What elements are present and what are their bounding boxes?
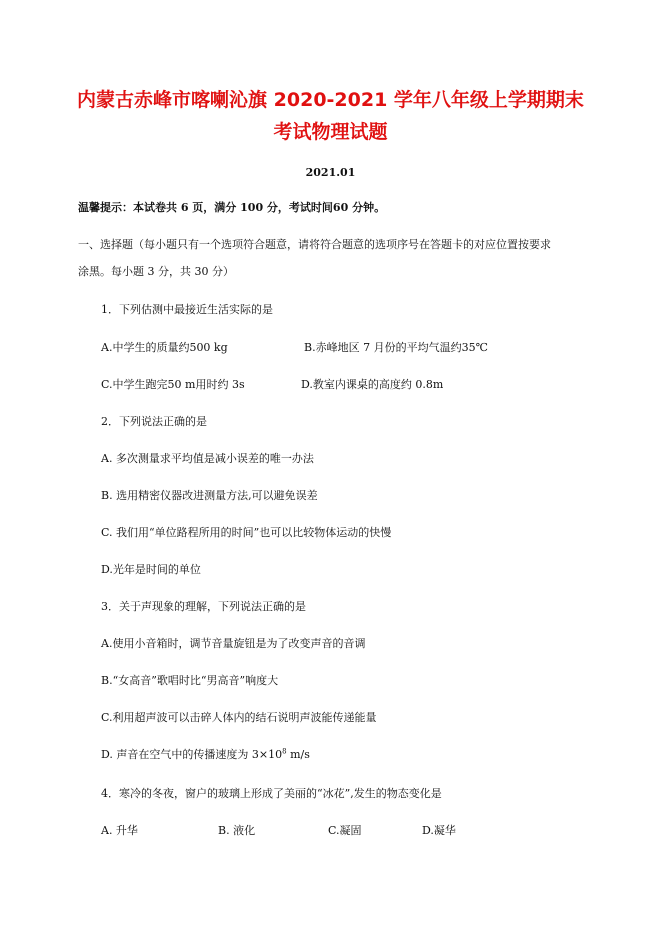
title-line-1: 内蒙古赤峰市喀喇沁旗 2020-2021 学年八年级上学期期末 <box>77 89 584 111</box>
question-3-option-d-unit: m/s <box>286 748 310 761</box>
question-2-option-b: B. 选用精密仪器改进测量方法,可以避免误差 <box>101 489 318 502</box>
title-line-2: 考试物理试题 <box>273 121 388 143</box>
question-4-option-b: B. 液化 <box>218 824 256 837</box>
exam-date: 2021.01 <box>305 166 356 179</box>
question-3-option-d-text: D. 声音在空气中的传播速度为 3×10 <box>101 748 283 761</box>
question-3-option-d <box>101 747 310 763</box>
question-4-option-c: C.凝固 <box>328 824 362 837</box>
question-2-stem: 2．下列说法正确的是 <box>101 415 207 428</box>
question-4-option-d: D.凝华 <box>422 824 456 837</box>
question-4-option-a: A. 升华 <box>101 824 138 837</box>
question-2-option-d: D.光年是时间的单位 <box>101 563 201 576</box>
question-3-option-c: C.利用超声波可以击碎人体内的结石说明声波能传递能量 <box>101 711 377 724</box>
question-1-option-c: C.中学生跑完50 m用时约 3s <box>101 378 245 391</box>
question-1-option-a: A.中学生的质量约500 kg <box>101 341 228 354</box>
question-2-option-a: A. 多次测量求平均值是减小误差的唯一办法 <box>101 452 314 465</box>
section-heading-line-2: 涂黑。每小题 3 分，共 30 分） <box>78 265 234 278</box>
question-1-stem: 1．下列估测中最接近生活实际的是 <box>101 303 273 316</box>
question-3-stem: 3．关于声现象的理解，下列说法正确的是 <box>101 600 306 613</box>
section-heading-line-1: 一、选择题（每小题只有一个选项符合题意，请将符合题意的选项序号在答题卡的对应位置按要求 <box>78 238 551 251</box>
question-3-option-b: B.“女高音”歌唱时比“男高音”响度大 <box>101 674 279 687</box>
question-3-option-a: A.使用小音箱时，调节音量旋钮是为了改变声音的音调 <box>101 637 366 650</box>
question-1-option-d: D.教室内课桌的高度约 0.8m <box>301 378 444 391</box>
question-3-option-d-exponent: 8 <box>282 747 287 756</box>
question-4-stem: 4．寒冷的冬夜，窗户的玻璃上形成了美丽的“冰花”,发生的物态变化是 <box>101 787 442 800</box>
question-1-option-b: B.赤峰地区 7 月份的平均气温约35℃ <box>304 341 488 354</box>
question-2-option-c: C. 我们用“单位路程所用的时间”也可以比较物体运动的快慢 <box>101 526 392 539</box>
exam-tip: 温馨提示：本试卷共 6 页，满分 100 分，考试时间60 分钟。 <box>78 201 386 214</box>
